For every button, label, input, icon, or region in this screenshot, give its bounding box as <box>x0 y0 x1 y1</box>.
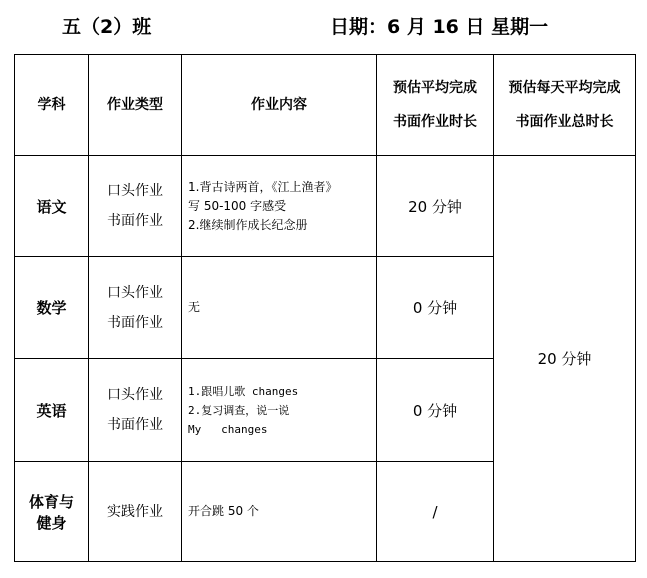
column-header-total-duration: 预估每天平均完成 书面作业总时长 <box>494 55 636 156</box>
homework-content-cell: 1.背古诗两首，《江上渔者》 写 50-100 字感受 2.继续制作成长纪念册 <box>182 156 377 257</box>
column-header-subject: 学科 <box>15 55 89 156</box>
subject-cell: 数学 <box>15 257 89 359</box>
date-line: 日期：6 月 16 日 星期一 <box>330 16 549 38</box>
subject-cell: 英语 <box>15 359 89 462</box>
homework-type-cell: 口头作业 书面作业 <box>89 359 182 462</box>
duration-cell: 20 分钟 <box>377 156 494 257</box>
homework-content-cell: 无 <box>182 257 377 359</box>
homework-type-cell: 实践作业 <box>89 462 182 562</box>
total-duration-cell: 20 分钟 <box>494 156 636 562</box>
homework-type-cell: 口头作业 书面作业 <box>89 257 182 359</box>
homework-table <box>14 54 636 562</box>
homework-content-cell: 开合跳 50 个 <box>182 462 377 562</box>
page-header <box>0 8 647 38</box>
column-header-type: 作业类型 <box>89 55 182 156</box>
class-name: 五（2）班 <box>62 16 152 38</box>
homework-type-cell: 口头作业 书面作业 <box>89 156 182 257</box>
duration-cell: 0 分钟 <box>377 359 494 462</box>
duration-cell: / <box>377 462 494 562</box>
subject-cell: 体育与 健身 <box>15 462 89 562</box>
subject-cell: 语文 <box>15 156 89 257</box>
duration-cell: 0 分钟 <box>377 257 494 359</box>
column-header-avg-duration: 预估平均完成 书面作业时长 <box>377 55 494 156</box>
column-header-content: 作业内容 <box>182 55 377 156</box>
table-header-row <box>15 55 636 156</box>
table-row-chinese <box>15 156 636 257</box>
homework-content-cell: 1.跟唱儿歌 changes 2.复习调查，说一说 My changes <box>182 359 377 462</box>
